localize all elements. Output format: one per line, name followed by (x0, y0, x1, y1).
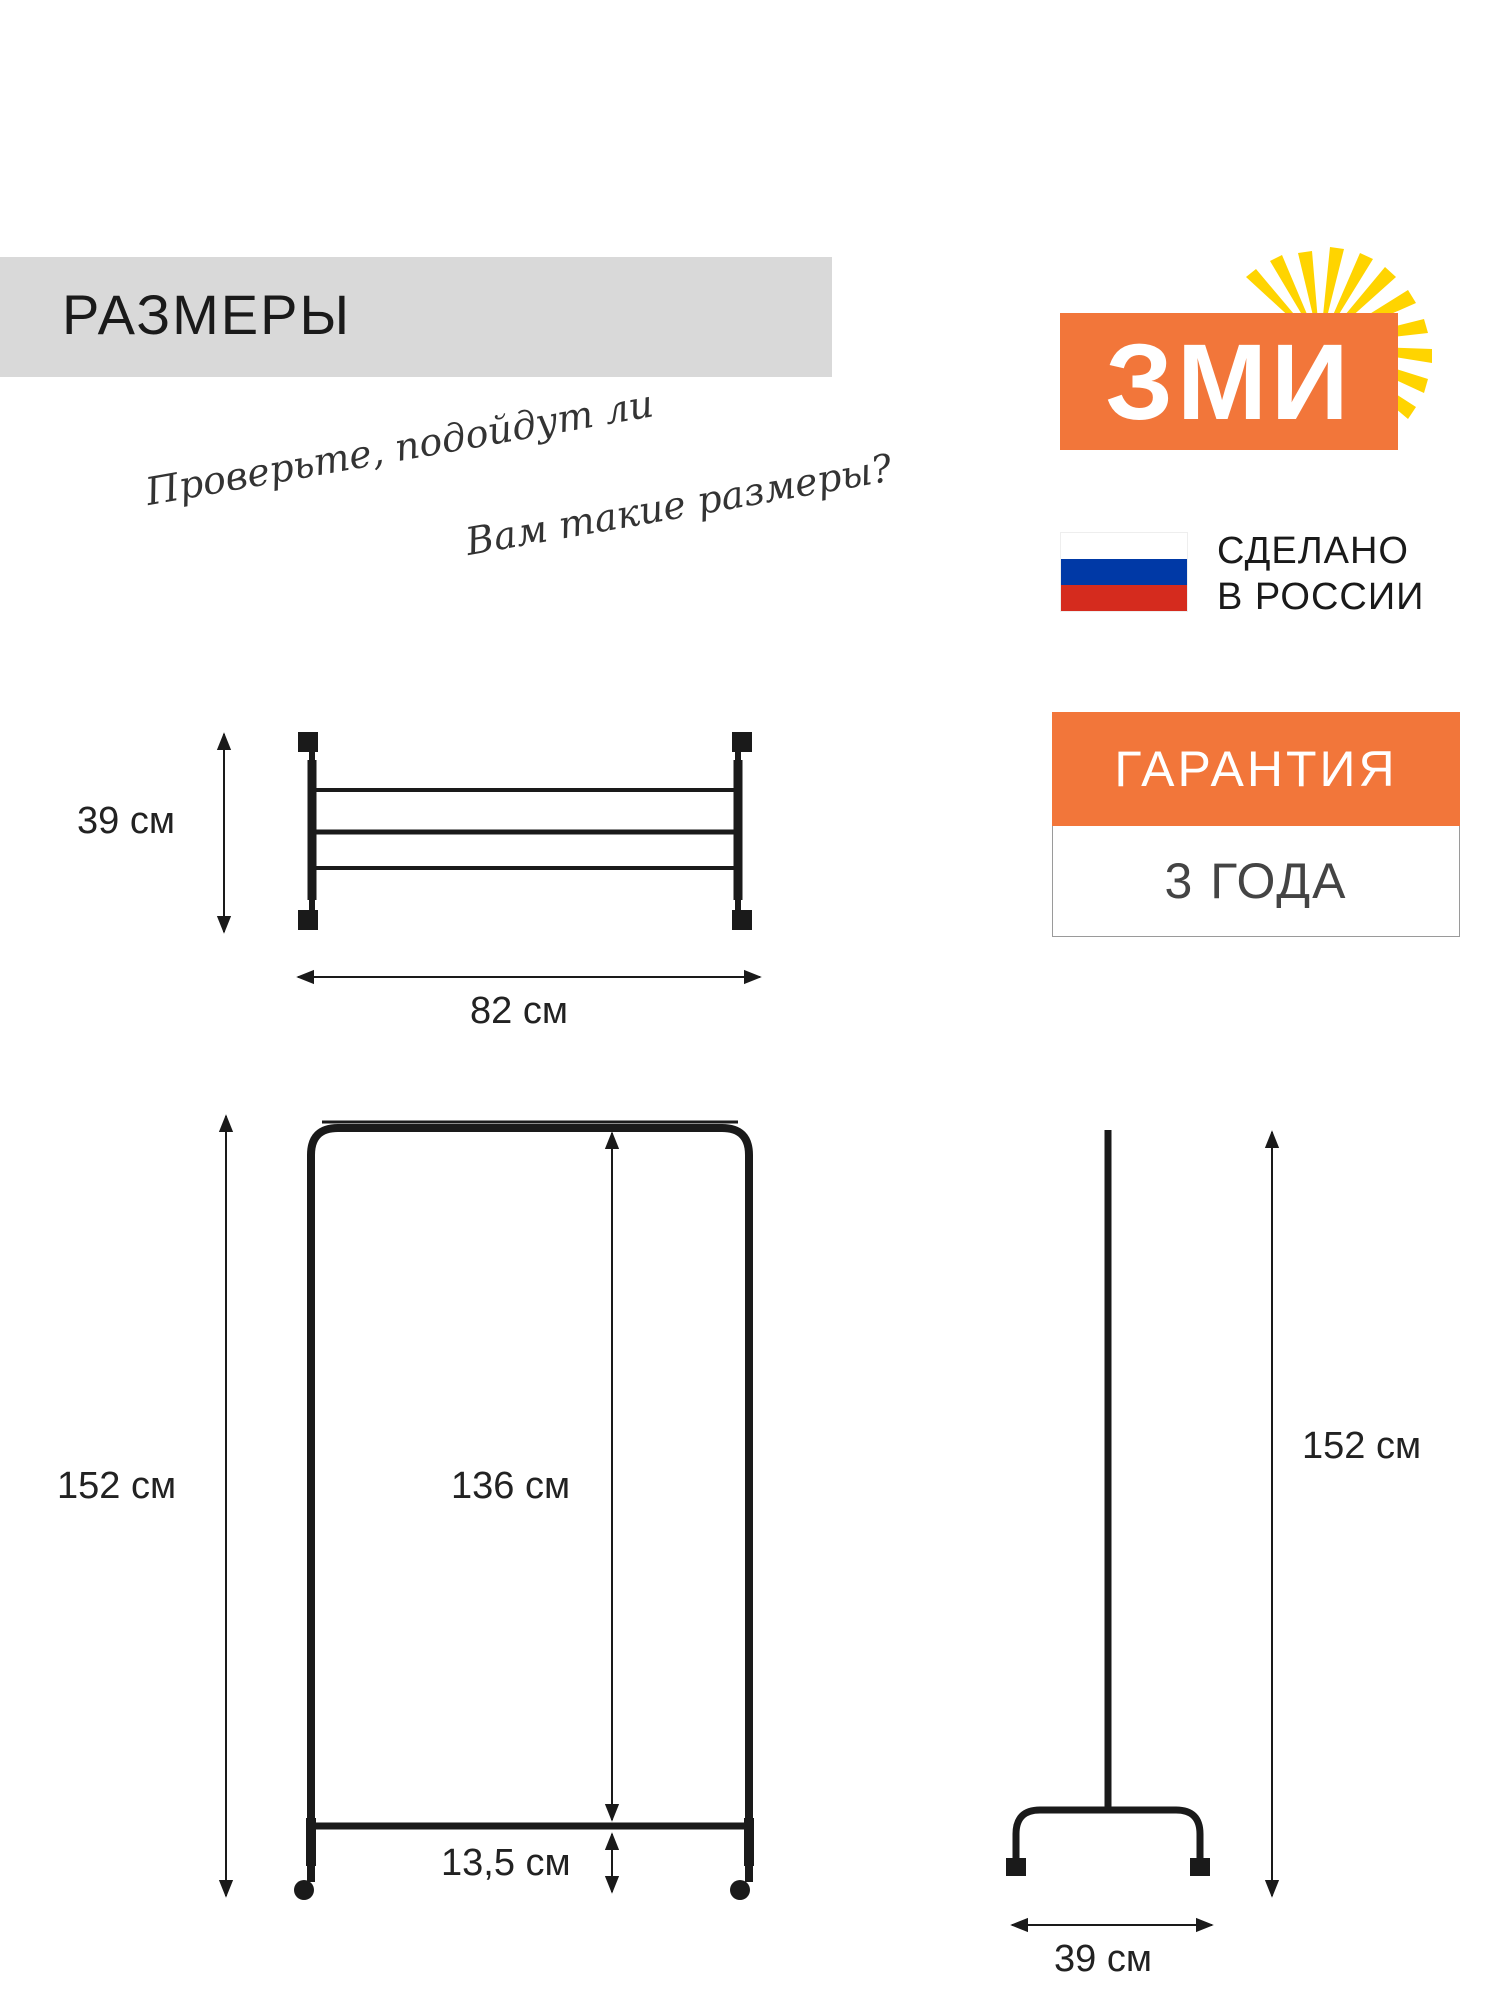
label-top-width: 82 см (470, 990, 568, 1032)
tagline-line-2: Вам такие размеры? (462, 445, 896, 564)
label-side-width: 39 см (1054, 1938, 1152, 1980)
logo-text: ЗМИ (1105, 321, 1353, 442)
tagline-line-1: Проверьте, подойдут ли (142, 381, 657, 514)
page-title: РАЗМЕРЫ (62, 283, 352, 346)
made-in-line-1: СДЕЛАНО (1217, 530, 1409, 572)
top-view-drawing (298, 732, 752, 930)
warranty-value: 3 ГОДА (1052, 826, 1460, 937)
front-view-drawing (294, 1122, 750, 1900)
side-view-drawing (1006, 1130, 1210, 1876)
label-front-total-height: 152 см (57, 1465, 177, 1507)
label-front-inner-height: 136 см (451, 1465, 571, 1507)
label-side-height: 152 см (1302, 1425, 1422, 1467)
made-in-line-2: В РОССИИ (1217, 576, 1425, 618)
label-top-depth: 39 см (77, 800, 175, 842)
label-front-bottom-clearance: 13,5 см (441, 1842, 571, 1884)
warranty-label: ГАРАНТИЯ (1052, 712, 1460, 826)
